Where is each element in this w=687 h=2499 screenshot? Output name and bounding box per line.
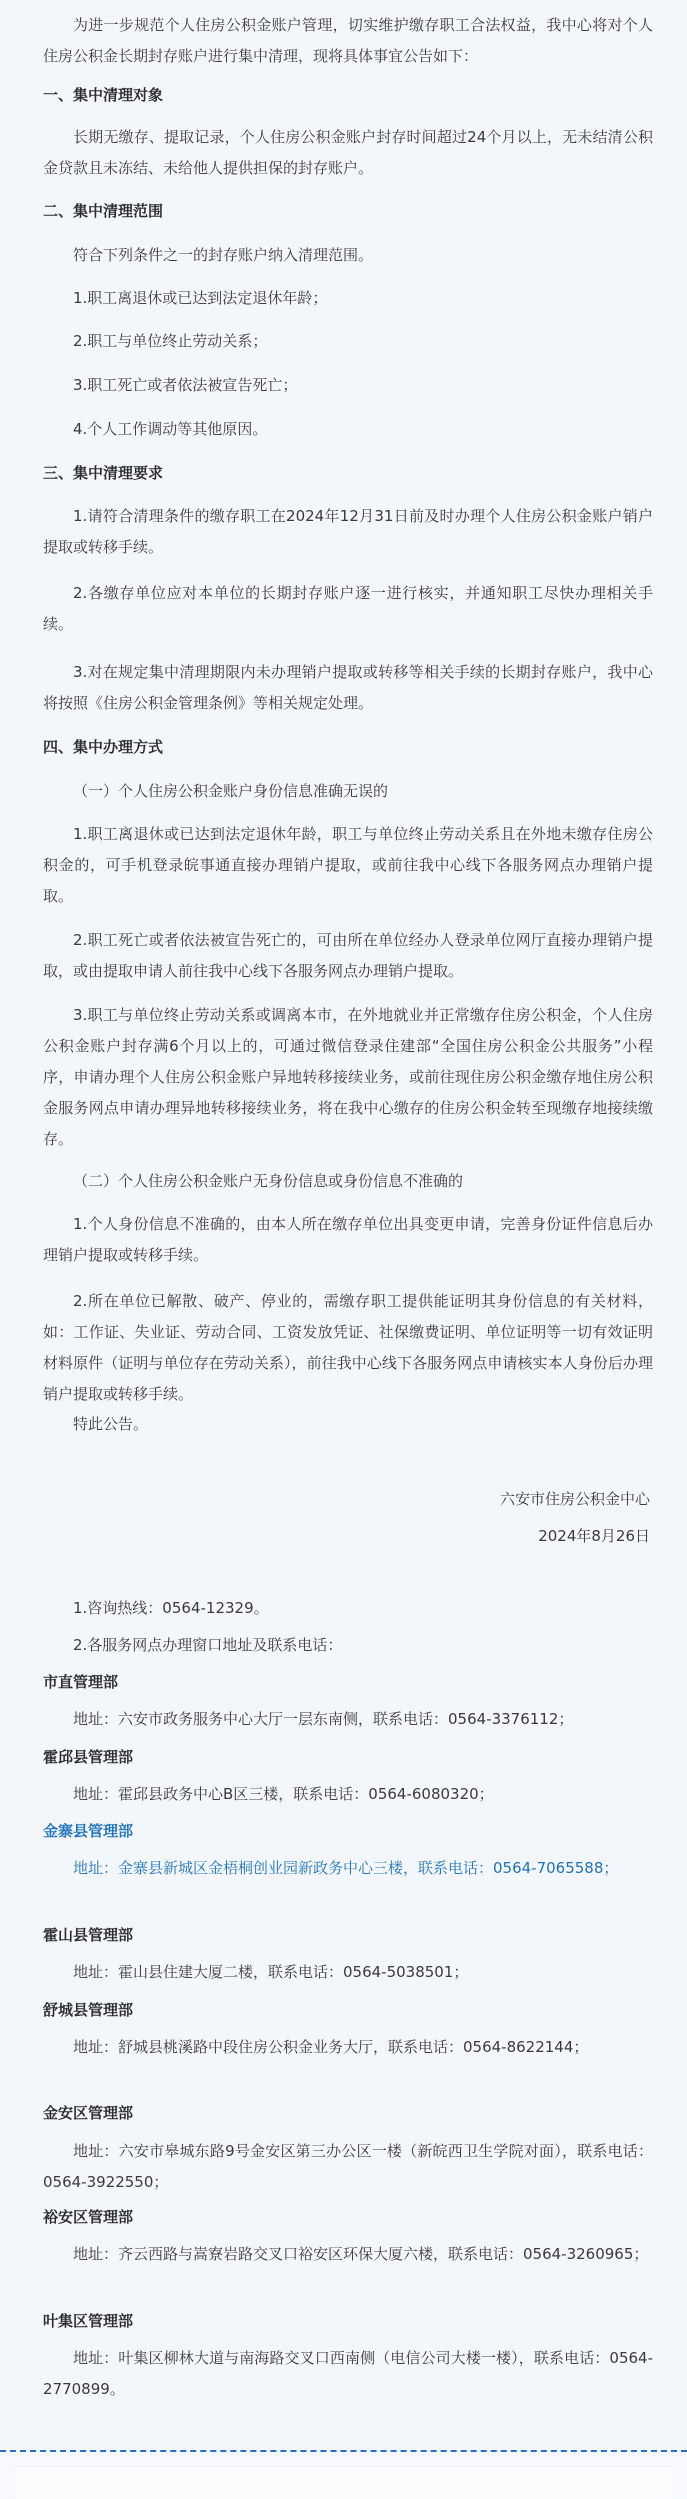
office-info: 地址：舒城县桃溪路中段住房公积金业务大厅，联系电话：0564-8622144； bbox=[73, 2038, 589, 2056]
section-4-sub-1-item: 1.职工离退休或已达到法定退休年龄，职工与单位终止劳动关系且在外地未缴存住房公积金的，可手机登录皖事通直接办理销户提取，或前往我中心线下各服务网点办理销户提取。 bbox=[43, 825, 653, 905]
office-info-highlighted: 地址：金寨县新城区金梧桐创业园新政务中心三楼，联系电话：0564-7065588； bbox=[73, 1859, 619, 1877]
section-4-sub-2-item: 2.所在单位已解散、破产、停业的，需缴存职工提供能证明其身份信息的有关材料，如：工作证、失业证、劳动合同、工资发放凭证、社保缴费证明、单位证明等一切有效证明材料原件（证明与单位存在劳动关系），前往我中心线下各服务网点申请核实本人身份后办理销户提取或转移手续。 bbox=[43, 1292, 653, 1403]
dashed-divider bbox=[0, 2450, 687, 2452]
section-1-title: 一、集中清理对象 bbox=[43, 86, 164, 104]
section-3-title: 三、集中清理要求 bbox=[43, 464, 164, 482]
office-name-highlighted: 金寨县管理部 bbox=[43, 1822, 134, 1840]
section-4-sub-2: （二）个人住房公积金账户无身份信息或身份信息不准确的 bbox=[73, 1172, 464, 1190]
office-name: 霍山县管理部 bbox=[43, 1926, 134, 1944]
section-2-item: 4.个人工作调动等其他原因。 bbox=[73, 420, 268, 438]
section-4-sub-1-item: 3.职工与单位终止劳动关系或调离本市，在外地就业并正常缴存住房公积金，个人住房公积金账户封存满6个月以上的，可通过微信登录住建部“全国住房公积金公共服务”小程序，申请办理个人住房公积金账户异地转移接续业务，或前往现住房公积金缴存地住房公积金服务网点申请办理异地转移接续业务，将在我中心缴存的住房公积金转至现缴存地接续缴存。 bbox=[43, 1006, 653, 1148]
office-name: 金安区管理部 bbox=[43, 2104, 134, 2122]
section-2-item: 1.职工离退休或已达到法定退休年龄； bbox=[73, 289, 328, 307]
section-4-sub-2-item: 1.个人身份信息不准确的，由本人所在缴存单位出具变更申请，完善身份证件信息后办理销户提取或转移手续。 bbox=[43, 1215, 653, 1264]
office-name: 霍邱县管理部 bbox=[43, 1748, 134, 1766]
office-name: 裕安区管理部 bbox=[43, 2208, 134, 2226]
office-name: 叶集区管理部 bbox=[43, 2312, 134, 2330]
office-info: 地址：叶集区柳林大道与南海路交叉口西南侧（电信公司大楼一楼），联系电话：0564-2770899。 bbox=[43, 2349, 653, 2398]
office-name: 舒城县管理部 bbox=[43, 2001, 134, 2019]
office-info: 地址：六安市皋城东路9号金安区第三办公区一楼（新皖西卫生学院对面），联系电话：0564-3922550； bbox=[43, 2142, 653, 2191]
section-3-item: 3.对在规定集中清理期限内未办理销户提取或转移等相关手续的长期封存账户，我中心将按照《住房公积金管理条例》等相关规定处理。 bbox=[43, 663, 653, 712]
intro-paragraph: 为进一步规范个人住房公积金账户管理，切实维护缴存职工合法权益，我中心将对个人住房公积金长期封存账户进行集中清理，现将具体事宜公告如下： bbox=[43, 16, 653, 65]
section-4-sub-1-item: 2.职工死亡或者依法被宣告死亡的，可由所在单位经办人登录单位网厅直接办理销户提取，或由提取申请人前往我中心线下各服务网点办理销户提取。 bbox=[43, 931, 653, 980]
office-name: 市直管理部 bbox=[43, 1673, 119, 1691]
section-2-item: 2.职工与单位终止劳动关系； bbox=[73, 332, 268, 350]
contact-lead: 2.各服务网点办理窗口地址及联系电话： bbox=[73, 1636, 343, 1654]
announcement-article bbox=[15, 0, 672, 2448]
contact-hotline: 1.咨询热线：0564-12329。 bbox=[73, 1599, 269, 1617]
closing-text: 特此公告。 bbox=[73, 1415, 149, 1433]
office-info: 地址：霍山县住建大厦二楼，联系电话：0564-5038501； bbox=[73, 1963, 469, 1981]
office-info: 地址：霍邱县政务中心B区三楼，联系电话：0564-6080320； bbox=[73, 1785, 494, 1803]
section-4-sub-1: （一）个人住房公积金账户身份信息准确无误的 bbox=[73, 782, 389, 800]
section-3-item: 2.各缴存单位应对本单位的长期封存账户逐一进行核实，并通知职工尽快办理相关手续。 bbox=[43, 584, 653, 633]
bottom-card bbox=[15, 2466, 672, 2499]
signature-org: 六安市住房公积金中心 bbox=[499, 1490, 650, 1508]
section-1-text: 长期无缴存、提取记录，个人住房公积金账户封存时间超过24个月以上，无未结清公积金贷款且未冻结、未给他人提供担保的封存账户。 bbox=[43, 128, 653, 177]
section-2-lead: 符合下列条件之一的封存账户纳入清理范围。 bbox=[73, 246, 374, 264]
office-info: 地址：齐云西路与嵩寮岩路交叉口裕安区环保大厦六楼，联系电话：0564-3260965； bbox=[73, 2245, 649, 2263]
section-4-title: 四、集中办理方式 bbox=[43, 738, 164, 756]
section-3-item: 1.请符合清理条件的缴存职工在2024年12月31日前及时办理个人住房公积金账户销户提取或转移手续。 bbox=[43, 507, 653, 556]
office-info: 地址：六安市政务服务中心大厅一层东南侧，联系电话：0564-3376112； bbox=[73, 1710, 574, 1728]
section-2-title: 二、集中清理范围 bbox=[43, 202, 164, 220]
section-2-item: 3.职工死亡或者依法被宣告死亡； bbox=[73, 376, 298, 394]
signature-date: 2024年8月26日 bbox=[538, 1527, 650, 1545]
